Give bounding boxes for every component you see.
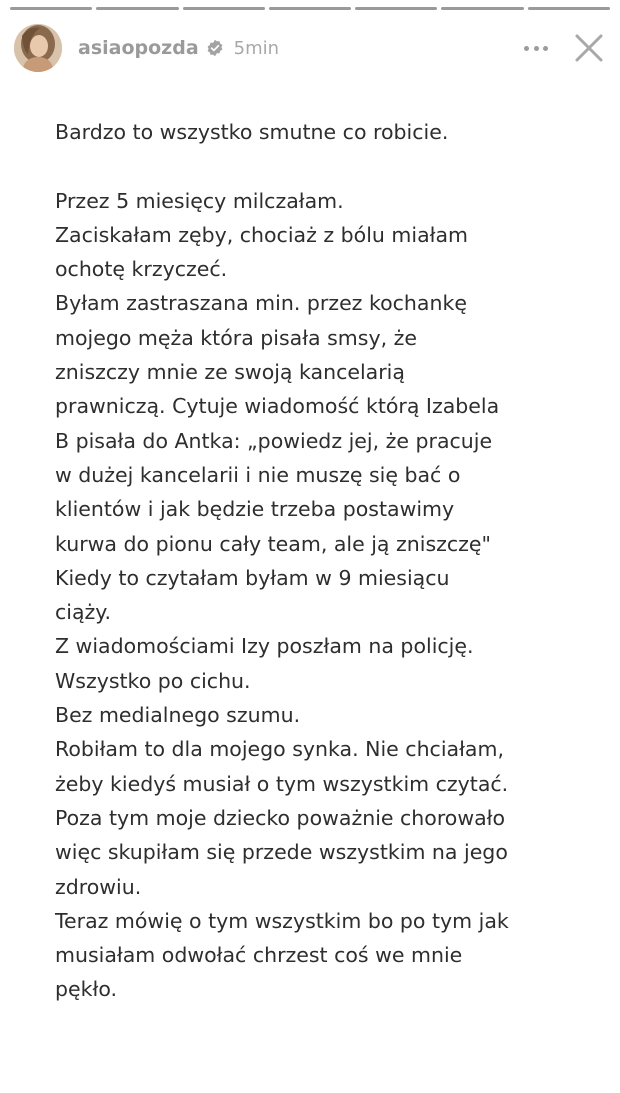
story-text-line: musiałam odwołać chrzest coś we mnie xyxy=(55,943,463,968)
story-text-line: mojego męża która pisała smsy, że xyxy=(55,325,417,350)
story-text-line: klientów i jak będzie trzeba postawimy xyxy=(55,497,455,522)
story-progress-segment xyxy=(441,7,523,10)
story-text-line: B pisała do Antka: „powiedz jej, że pracuje xyxy=(55,428,493,453)
story-progress-segment xyxy=(269,7,351,10)
story-text-line: Robiłam to dla mojego synka. Nie chciałam, xyxy=(55,737,504,762)
story-progress-segment xyxy=(528,7,610,10)
story-text-line: Wszystko po cichu. xyxy=(55,668,251,693)
avatar[interactable] xyxy=(14,24,62,72)
story-text-line: prawniczą. Cytuje wiadomość którą Izabela xyxy=(55,394,500,419)
story-text-line: Poza tym moje dziecko poważnie chorowało xyxy=(55,805,506,830)
story-text-line: zdrowiu. xyxy=(55,874,142,899)
story-text-line: Zaciskałam zęby, chociaż z bólu miałam xyxy=(55,222,468,247)
story-text xyxy=(55,115,605,1007)
story-text-line: ciąży. xyxy=(55,600,112,625)
story-text-line: Przez 5 miesięcy milczałam. xyxy=(55,188,344,213)
story-text-line: ochotę krzyczeć. xyxy=(55,257,228,282)
username[interactable]: asiaopozda xyxy=(78,37,199,59)
story-text-line: kurwa do pionu cały team, ale ją zniszczę" xyxy=(55,531,491,556)
story-header xyxy=(14,22,606,74)
profile-photo-icon xyxy=(14,24,62,72)
story-text-line: żeby kiedyś musiał o tym wszystkim czytać. xyxy=(55,771,509,796)
story-text-line: Teraz mówię o tym wszystkim bo po tym jak xyxy=(55,908,509,933)
story-text-line: w dużej kancelarii i nie muszę się bać o xyxy=(55,462,461,487)
story-progress-segment xyxy=(183,7,265,10)
more-dots-icon[interactable] xyxy=(524,36,548,60)
story-progress-segment xyxy=(96,7,178,10)
story-progress-segment xyxy=(10,7,92,10)
story-text-line xyxy=(55,149,605,183)
story-progress-bar xyxy=(10,7,610,10)
story-text-line: zniszczy mnie ze swoją kancelarią xyxy=(55,360,405,385)
story-progress-segment xyxy=(355,7,437,10)
close-icon[interactable] xyxy=(574,33,604,63)
story-text-line: pękło. xyxy=(55,977,118,1002)
post-time: 5min xyxy=(233,37,280,59)
story-text-line: Bez medialnego szumu. xyxy=(55,703,301,728)
verified-badge-icon xyxy=(206,39,224,57)
story-text-line: Bardzo to wszystko smutne co robicie. xyxy=(55,120,449,144)
story-text-line: więc skupiłam się przede wszystkim na jego xyxy=(55,840,508,865)
story-text-line: Z wiadomościami Izy poszłam na policję. xyxy=(55,634,474,659)
story-text-line: Byłam zastraszana min. przez kochankę xyxy=(55,291,467,316)
story-text-line: Kiedy to czytałam byłam w 9 miesiącu xyxy=(55,565,450,590)
